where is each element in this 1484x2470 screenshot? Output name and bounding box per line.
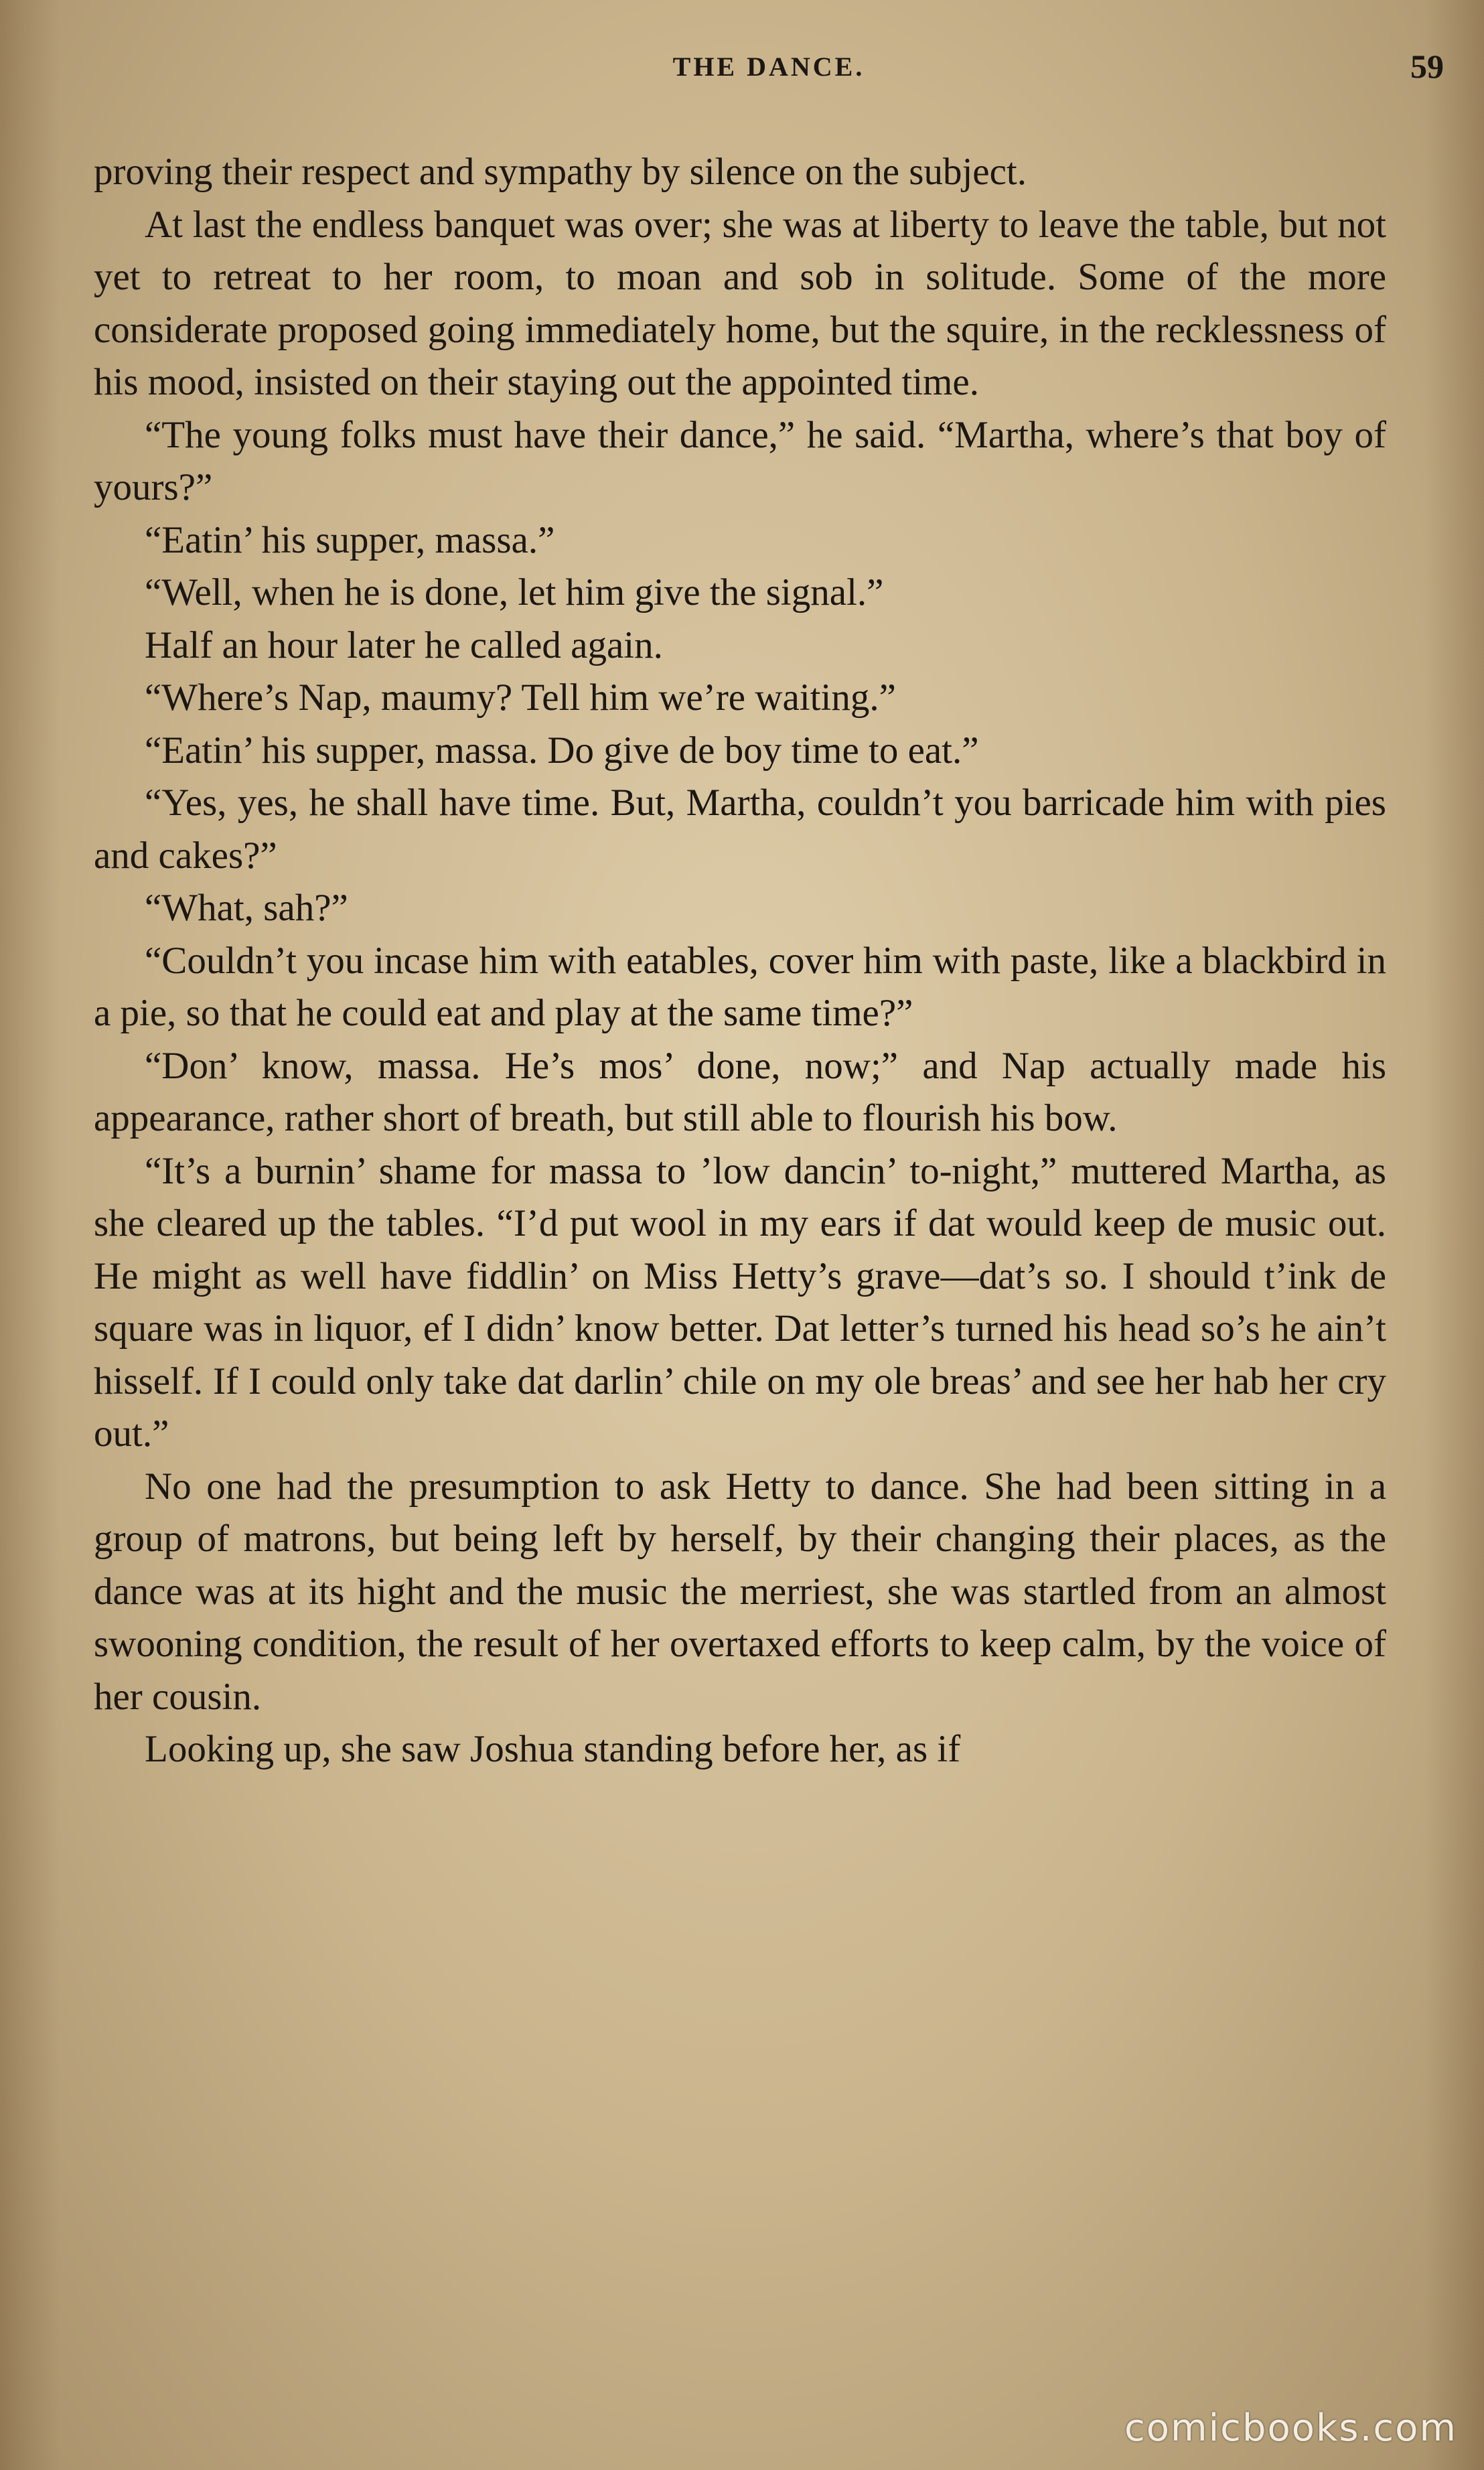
paragraph: “What, sah?”	[145, 887, 348, 929]
paragraph: “It’s a burnin’ shame for massa to ’low dancin’ to-night,” muttered Martha, as she cleared up the tables. “I’d put wool in my ears if dat would keep de music out. He might as well have fiddlin’ on Miss Hetty’s grave—dat’s so. I should t’ink de square was in liquor, ef I didn’ know better. Dat letter’s turned his head so’s he ain’t hisself. If I could only take dat darlin’ chile on my ole breas’ and see her hab her cry out.”	[94, 1149, 1386, 1455]
page-header	[94, 47, 1444, 94]
paragraph: “Well, when he is done, let him give the signal.”	[145, 571, 884, 613]
paragraph: At last the endless banquet was over; she was at liberty to leave the table, but not yet to retreat to her room, to moan and sob in solitude. Some of the more considerate proposed going immediately home, but the squire, in the recklessness of his mood, insisted on their staying out the appointed time.	[94, 203, 1386, 403]
paragraph: proving their respect and sympathy by silence on the subject.	[94, 151, 1027, 193]
running-title: THE DANCE.	[672, 52, 865, 82]
page-number: 59	[1410, 48, 1444, 85]
watermark: comicbooks.com	[1124, 2406, 1457, 2450]
paragraph: “Don’ know, massa. He’s mos’ done, now;” and Nap actually made his appearance, rather short of breath, but still able to flourish his bow.	[94, 1044, 1386, 1139]
paragraph: “Eatin’ his supper, massa.”	[145, 518, 555, 561]
paragraph: “Eatin’ his supper, massa. Do give de boy time to eat.”	[145, 729, 979, 772]
paragraph: “Couldn’t you incase him with eatables, cover him with paste, like a blackbird in a pie, so that he could eat and play at the same time?”	[94, 939, 1386, 1034]
body-text	[94, 146, 1386, 1776]
paragraph: Looking up, she saw Joshua standing before her, as if	[145, 1728, 961, 1770]
paragraph: “The young folks must have their dance,” he said. “Martha, where’s that boy of yours?”	[94, 413, 1386, 508]
paragraph: “Where’s Nap, maumy? Tell him we’re waiting.”	[145, 676, 896, 719]
paragraph: “Yes, yes, he shall have time. But, Martha, couldn’t you barricade him with pies and cakes?”	[94, 782, 1386, 877]
paragraph: Half an hour later he called again.	[145, 624, 663, 666]
paragraph: No one had the presumption to ask Hetty to dance. She had been sitting in a group of matrons, but being left by herself, by their changing their places, as the dance was at its hight and the music the merriest, she was startled from an almost swooning condition, the result of her overtaxed efforts to keep calm, by the voice of her cousin.	[94, 1465, 1386, 1718]
